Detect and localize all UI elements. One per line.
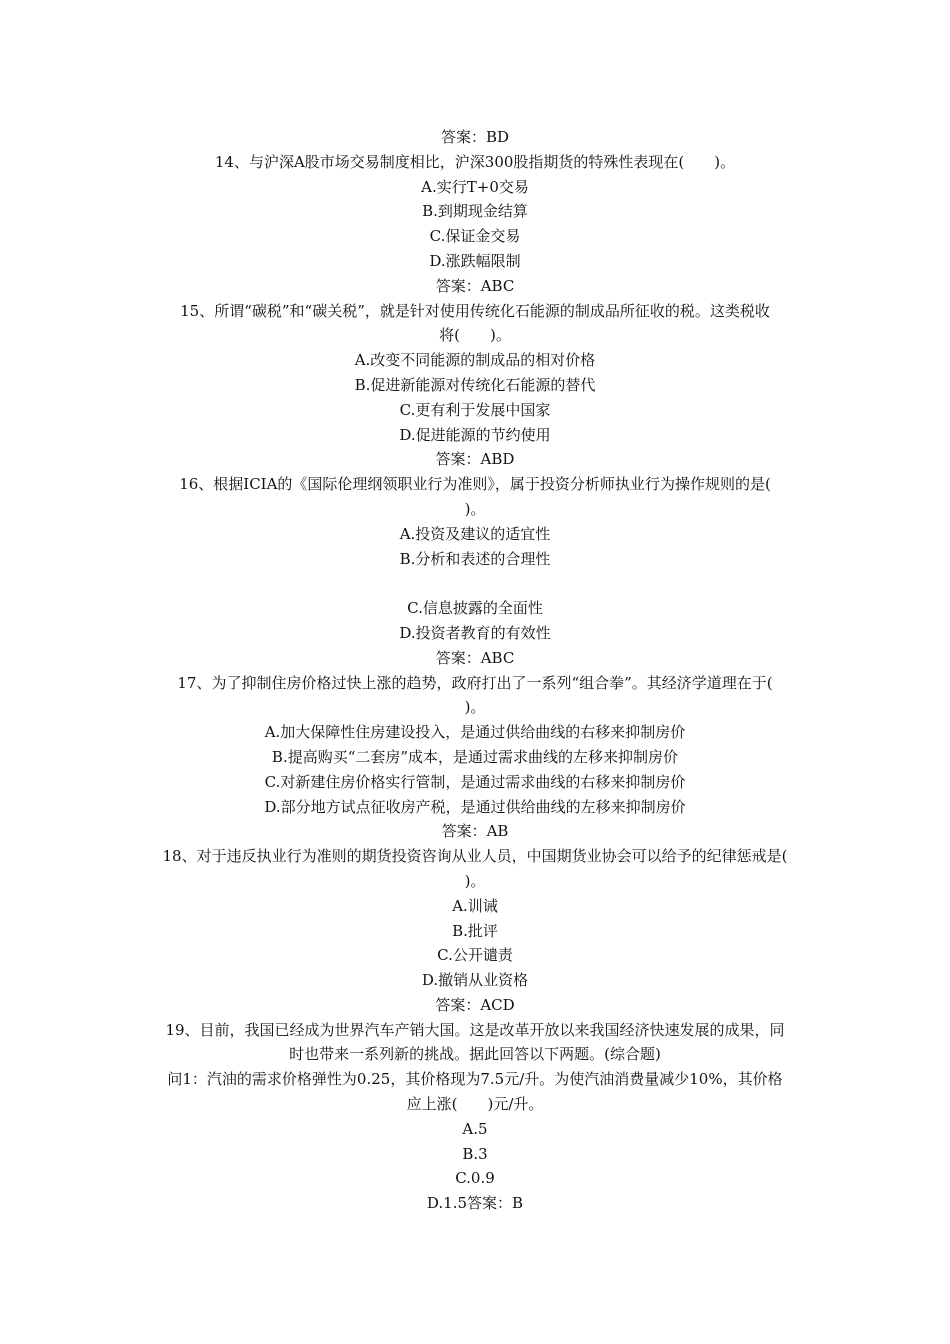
answer-17: 答案：AB — [441, 822, 509, 841]
question-19-cont: 时也带来一系列新的挑战。据此回答以下两题。(综合题) — [289, 1045, 661, 1064]
question-17-cont: )。 — [464, 698, 486, 717]
question-18: 18、对于违反执业行为准则的期货投资咨询从业人员，中国期货业协会可以给予的纪律惩戒是( — [162, 847, 788, 866]
option-16-d: D.投资者教育的有效性 — [399, 623, 551, 642]
question-16: 16、根据ICIA的《国际伦理纲领职业行为准则》，属于投资分析师执业行为操作规则的是( — [179, 475, 771, 494]
question-15-cont: 将( )。 — [439, 326, 511, 345]
option-18-d: D.撤销从业资格 — [421, 971, 529, 990]
option-16-b: B.分析和表述的合理性 — [399, 549, 551, 568]
question-17: 17、为了抑制住房价格过快上涨的趋势，政府打出了一系列“组合拳”。其经济学道理在于( — [177, 673, 773, 692]
option-16-c: C.信息披露的全面性 — [407, 599, 543, 618]
option-16-a: A.投资及建议的适宜性 — [399, 524, 551, 543]
option-18-c: C.公开谴责 — [437, 946, 513, 965]
option-19-d-answer: D.1.5答案：B — [426, 1194, 524, 1213]
sub-question-1-cont: 应上涨( )元/升。 — [406, 1095, 544, 1114]
option-17-d: D.部分地方试点征收房产税，是通过供给曲线的左移来抑制房价 — [264, 797, 686, 816]
option-14-b: B.到期现金结算 — [422, 202, 528, 221]
question-15: 15、所谓“碳税”和“碳关税”，就是针对使用传统化石能源的制成品所征收的税。这类税收 — [180, 301, 770, 320]
question-19: 19、目前，我国已经成为世界汽车产销大国。这是改革开放以来我国经济快速发展的成果，同 — [165, 1020, 785, 1039]
document-page — [0, 125, 950, 1216]
answer-13: 答案：BD — [440, 128, 510, 146]
answer-14: 答案：ABC — [435, 276, 515, 295]
option-17-c: C.对新建住房价格实行管制，是通过需求曲线的右移来抑制房价 — [264, 772, 686, 791]
option-14-c: C.保证金交易 — [429, 227, 521, 246]
option-15-d: D.促进能源的节约使用 — [399, 425, 551, 444]
option-19-a: A.5 — [462, 1119, 488, 1138]
option-14-a: A.实行T+0交易 — [421, 177, 529, 196]
option-15-a: A.改变不同能源的制成品的相对价格 — [354, 351, 596, 370]
option-19-c: C.0.9 — [455, 1169, 495, 1188]
answer-18: 答案：ACD — [435, 995, 515, 1014]
question-16-cont: )。 — [464, 499, 486, 518]
option-19-b: B.3 — [462, 1144, 488, 1163]
option-15-b: B.促进新能源对传统化石能源的替代 — [354, 375, 596, 394]
blank-line — [135, 571, 815, 596]
answer-15: 答案：ABD — [435, 450, 515, 469]
option-18-b: B.批评 — [452, 921, 498, 940]
option-17-b: B.提高购买“二套房”成本，是通过需求曲线的左移来抑制房价 — [271, 747, 679, 766]
question-18-cont: )。 — [464, 871, 486, 890]
answer-16: 答案：ABC — [435, 648, 515, 667]
question-14: 14、与沪深A股市场交易制度相比，沪深300股指期货的特殊性表现在( )。 — [214, 152, 736, 171]
sub-question-1: 问1：汽油的需求价格弹性为0.25，其价格现为7.5元/升。为使汽油消费量减少10%，其价格 — [167, 1070, 783, 1089]
option-14-d: D.涨跌幅限制 — [429, 251, 521, 270]
option-15-c: C.更有利于发展中国家 — [399, 400, 551, 419]
option-17-a: A.加大保障性住房建设投入，是通过供给曲线的右移来抑制房价 — [264, 723, 686, 742]
option-18-a: A.训诫 — [452, 896, 498, 915]
